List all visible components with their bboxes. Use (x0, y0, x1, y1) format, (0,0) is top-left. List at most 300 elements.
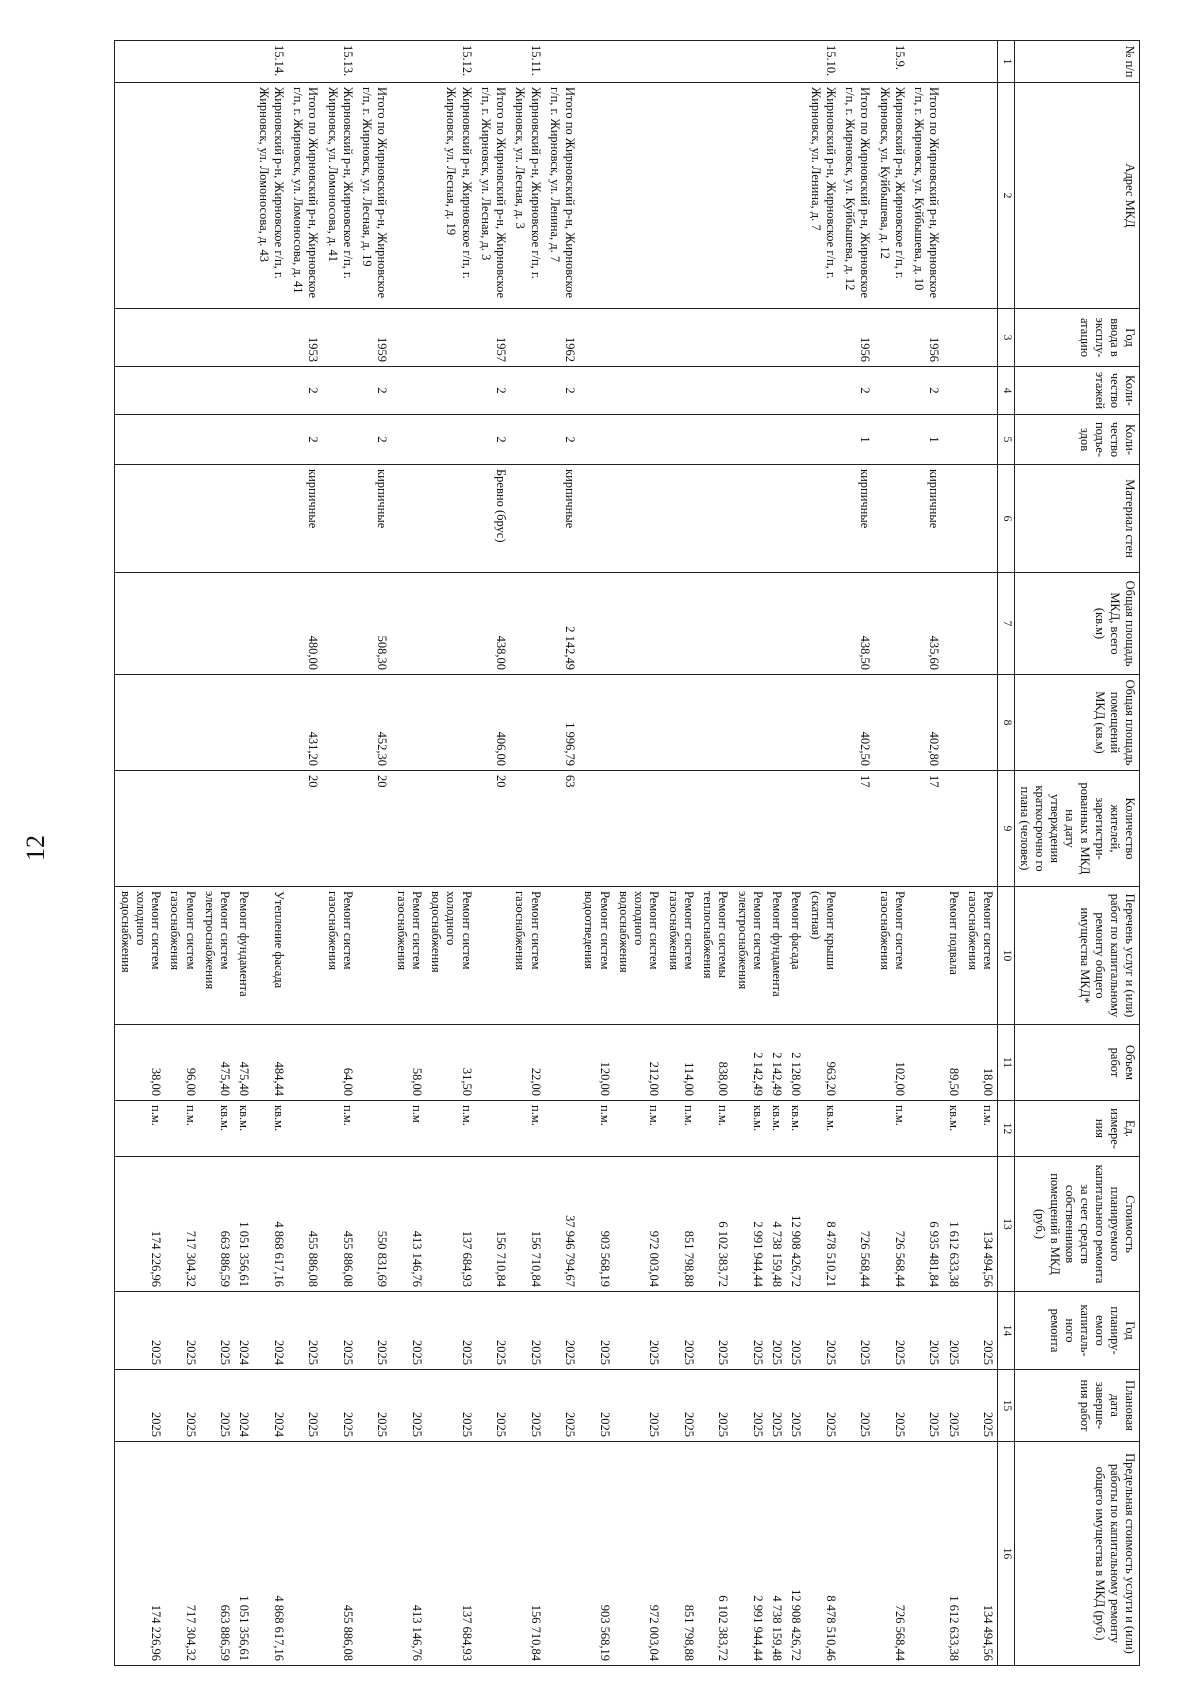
area-total-cell: 508,30 (357, 573, 392, 675)
plan-year-cell: 2025 (426, 1292, 476, 1370)
work-cell: Ремонт систем электроснабжения (200, 887, 235, 1025)
end-year-cell: 2025 (322, 1370, 357, 1442)
area-rooms-cell: 402,80 (909, 675, 944, 771)
row-number: 15.14. (253, 41, 288, 83)
area-total-cell (786, 573, 805, 675)
cost-cell: 663 886,59 (200, 1157, 235, 1292)
material-cell (805, 465, 840, 573)
end-year-cell: 2025 (909, 1370, 944, 1442)
year-cell (943, 309, 962, 367)
col-number: 14 (998, 1292, 1015, 1370)
work-cell: Ремонт фасада (786, 887, 805, 1025)
limit-cost-cell: 12 908 426,72 (786, 1442, 805, 1666)
plan-year-cell: 2025 (391, 1292, 426, 1370)
area-rooms-cell (322, 675, 357, 771)
year-cell (663, 309, 698, 367)
end-year-cell: 2025 (874, 1370, 909, 1442)
work-cell: Ремонт крыши (скатная) (805, 887, 840, 1025)
col-number: 9 (998, 771, 1015, 887)
floors-cell (663, 367, 698, 415)
area-total-cell (874, 573, 909, 675)
row-number (234, 41, 253, 83)
end-year-cell: 2024 (234, 1370, 253, 1442)
end-year-cell: 2025 (200, 1370, 235, 1442)
address-cell (943, 83, 962, 309)
area-total-cell (963, 573, 998, 675)
area-total-cell (698, 573, 733, 675)
col-number: 6 (998, 465, 1015, 573)
area-total-cell (200, 573, 235, 675)
limit-cost-cell: 663 886,59 (200, 1442, 235, 1666)
end-year-cell: 2025 (732, 1370, 767, 1442)
end-year-cell: 2025 (614, 1370, 664, 1442)
material-cell: кирпичные (357, 465, 392, 573)
work-cell: Ремонт систем газоснабжения (874, 887, 909, 1025)
table-row (663, 41, 698, 1666)
year-cell: 1957 (476, 309, 511, 367)
limit-cost-cell: 4 738 159,48 (767, 1442, 786, 1666)
unit-cell (288, 1101, 323, 1157)
volume-cell: 838,00 (698, 1025, 733, 1101)
row-number (165, 41, 200, 83)
unit-cell: п.м. (165, 1101, 200, 1157)
entrances-cell (698, 415, 733, 465)
header-address: Адрес МКД (1015, 83, 1140, 309)
header-year: Год ввода в эксплу-атацию (1015, 309, 1140, 367)
table-row (391, 41, 426, 1666)
table-row (357, 41, 392, 1666)
address-cell: Итого по Жирновский р-н, Жирновское г/п, г. Жирновск, ул. Ломоносова, д. 41 (288, 83, 323, 309)
area-rooms-cell (165, 675, 200, 771)
address-cell: Жирновский р-н, Жирновское г/п, г. Жирновск, ул. Лесная, д. 3 (510, 83, 545, 309)
year-cell (732, 309, 767, 367)
volume-cell: 963,20 (805, 1025, 840, 1101)
header-end-year: Плановая дата заверше-ния работ (1015, 1370, 1140, 1442)
area-rooms-cell (253, 675, 288, 771)
unit-cell (357, 1101, 392, 1157)
row-number (200, 41, 235, 83)
repair-plan-table (114, 40, 1140, 1666)
address-cell (732, 83, 767, 309)
year-cell (510, 309, 545, 367)
entrances-cell (943, 415, 962, 465)
area-rooms-cell (874, 675, 909, 771)
volume-cell (840, 1025, 875, 1101)
residents-cell (115, 771, 165, 887)
area-rooms-cell: 402,50 (840, 675, 875, 771)
material-cell (234, 465, 253, 573)
cost-cell: 550 831,69 (357, 1157, 392, 1292)
address-cell: Итого по Жирновский р-н, Жирновское г/п, г. Жирновск, ул. Куйбышева, д. 12 (840, 83, 875, 309)
limit-cost-cell: 1 051 356,61 (234, 1442, 253, 1666)
area-total-cell (510, 573, 545, 675)
year-cell (391, 309, 426, 367)
work-cell: Ремонт систем электроснабжения (732, 887, 767, 1025)
plan-year-cell: 2025 (115, 1292, 165, 1370)
table-row (909, 41, 944, 1666)
cost-cell: 156 710,84 (510, 1157, 545, 1292)
col-number: 4 (998, 367, 1015, 415)
cost-cell: 137 684,93 (426, 1157, 476, 1292)
plan-year-cell: 2025 (510, 1292, 545, 1370)
area-rooms-cell (732, 675, 767, 771)
end-year-cell: 2025 (510, 1370, 545, 1442)
residents-cell (234, 771, 253, 887)
cost-cell: 1 051 356,61 (234, 1157, 253, 1292)
work-cell: Ремонт систем газоснабжения (165, 887, 200, 1025)
end-year-cell: 2025 (698, 1370, 733, 1442)
year-cell (426, 309, 476, 367)
work-cell (476, 887, 511, 1025)
entrances-cell (165, 415, 200, 465)
area-total-cell (943, 573, 962, 675)
residents-cell: 63 (545, 771, 580, 887)
residents-cell (663, 771, 698, 887)
year-cell (165, 309, 200, 367)
work-cell: Ремонт систем холодного водоснабжения (115, 887, 165, 1025)
year-cell (805, 309, 840, 367)
floors-cell (943, 367, 962, 415)
work-cell: Ремонт фундамента (234, 887, 253, 1025)
entrances-cell (200, 415, 235, 465)
row-number (663, 41, 698, 83)
page-number: 12 (21, 835, 50, 861)
area-total-cell (391, 573, 426, 675)
end-year-cell: 2025 (663, 1370, 698, 1442)
row-number (391, 41, 426, 83)
area-rooms-cell (200, 675, 235, 771)
volume-cell (357, 1025, 392, 1101)
col-number: 3 (998, 309, 1015, 367)
end-year-cell: 2025 (545, 1370, 580, 1442)
limit-cost-cell: 6 102 383,72 (698, 1442, 733, 1666)
header-unit: Ед. измере-ния (1015, 1101, 1140, 1157)
work-cell (545, 887, 580, 1025)
entrances-cell (253, 415, 288, 465)
area-rooms-cell (963, 675, 998, 771)
plan-year-cell: 2025 (840, 1292, 875, 1370)
unit-cell (909, 1101, 944, 1157)
material-cell: кирпичные (909, 465, 944, 573)
row-number (786, 41, 805, 83)
col-number: 7 (998, 573, 1015, 675)
floors-cell: 2 (909, 367, 944, 415)
cost-cell: 156 710,84 (476, 1157, 511, 1292)
residents-cell (767, 771, 786, 887)
limit-cost-cell: 134 494,56 (963, 1442, 998, 1666)
residents-cell (391, 771, 426, 887)
limit-cost-cell (545, 1442, 580, 1666)
volume-cell: 114,00 (663, 1025, 698, 1101)
unit-cell: кв.м. (786, 1101, 805, 1157)
cost-cell: 4 868 617,16 (253, 1157, 288, 1292)
entrances-cell (786, 415, 805, 465)
area-total-cell: 438,00 (476, 573, 511, 675)
residents-cell: 20 (476, 771, 511, 887)
area-rooms-cell (115, 675, 165, 771)
table-row (288, 41, 323, 1666)
residents-cell (510, 771, 545, 887)
residents-cell (874, 771, 909, 887)
entrances-cell (115, 415, 165, 465)
entrances-cell: 1 (909, 415, 944, 465)
material-cell (579, 465, 614, 573)
entrances-cell (963, 415, 998, 465)
area-rooms-cell: 1 996,79 (545, 675, 580, 771)
volume-cell: 38,00 (115, 1025, 165, 1101)
unit-cell: кв.м. (253, 1101, 288, 1157)
row-number: 15.9. (874, 41, 909, 83)
volume-cell: 64,00 (322, 1025, 357, 1101)
limit-cost-cell (357, 1442, 392, 1666)
limit-cost-cell: 137 684,93 (426, 1442, 476, 1666)
volume-cell: 212,00 (614, 1025, 664, 1101)
end-year-cell: 2025 (357, 1370, 392, 1442)
entrances-cell (234, 415, 253, 465)
floors-cell (165, 367, 200, 415)
material-cell: кирпичные (545, 465, 580, 573)
year-cell (786, 309, 805, 367)
unit-cell: кв.м. (805, 1101, 840, 1157)
row-number (476, 41, 511, 83)
plan-year-cell: 2025 (288, 1292, 323, 1370)
volume-cell: 31,50 (426, 1025, 476, 1101)
row-number (732, 41, 767, 83)
year-cell (115, 309, 165, 367)
unit-cell: кв.м. (767, 1101, 786, 1157)
area-rooms-cell (698, 675, 733, 771)
end-year-cell: 2025 (115, 1370, 165, 1442)
entrances-cell (614, 415, 664, 465)
limit-cost-cell (288, 1442, 323, 1666)
area-total-cell: 438,50 (840, 573, 875, 675)
cost-cell: 12 908 426,72 (786, 1157, 805, 1292)
floors-cell (426, 367, 476, 415)
floors-cell (391, 367, 426, 415)
cost-cell: 726 568,44 (840, 1157, 875, 1292)
limit-cost-cell: 2 991 944,44 (732, 1442, 767, 1666)
residents-cell (426, 771, 476, 887)
address-cell (698, 83, 733, 309)
material-cell (200, 465, 235, 573)
row-number (614, 41, 664, 83)
entrances-cell: 2 (288, 415, 323, 465)
unit-cell: п.м. (698, 1101, 733, 1157)
cost-cell: 903 568,19 (579, 1157, 614, 1292)
row-number: 15.10. (805, 41, 840, 83)
volume-cell: 102,00 (874, 1025, 909, 1101)
plan-year-cell: 2025 (322, 1292, 357, 1370)
floors-cell (200, 367, 235, 415)
material-cell (943, 465, 962, 573)
header-volume: Объем работ (1015, 1025, 1140, 1101)
cost-cell: 134 494,56 (963, 1157, 998, 1292)
plan-year-cell: 2025 (614, 1292, 664, 1370)
row-number (698, 41, 733, 83)
address-cell: Жирновский р-н, Жирновское г/п, г. Жирновск, ул. Ломоносова, д. 43 (253, 83, 288, 309)
end-year-cell: 2025 (786, 1370, 805, 1442)
floors-cell (698, 367, 733, 415)
row-number (840, 41, 875, 83)
area-total-cell (614, 573, 664, 675)
plan-year-cell: 2025 (767, 1292, 786, 1370)
row-number (357, 41, 392, 83)
col-number: 16 (998, 1442, 1015, 1666)
year-cell: 1962 (545, 309, 580, 367)
volume-cell (288, 1025, 323, 1101)
volume-cell: 475,40 (234, 1025, 253, 1101)
plan-year-cell: 2025 (357, 1292, 392, 1370)
header-floors: Коли-чество этажей (1015, 367, 1140, 415)
residents-cell: 20 (357, 771, 392, 887)
area-rooms-cell (663, 675, 698, 771)
row-number: 15.13. (322, 41, 357, 83)
material-cell (963, 465, 998, 573)
address-cell (663, 83, 698, 309)
unit-cell: п.м. (963, 1101, 998, 1157)
residents-cell (786, 771, 805, 887)
end-year-cell: 2025 (963, 1370, 998, 1442)
residents-cell (322, 771, 357, 887)
year-cell (200, 309, 235, 367)
end-year-cell: 2025 (805, 1370, 840, 1442)
entrances-cell (579, 415, 614, 465)
residents-cell (165, 771, 200, 887)
address-cell: Итого по Жирновский р-н, Жирновское г/п, г. Жирновск, ул. Лесная, д. 19 (357, 83, 392, 309)
floors-cell (963, 367, 998, 415)
table-row (943, 41, 962, 1666)
material-cell (426, 465, 476, 573)
residents-cell (614, 771, 664, 887)
material-cell (322, 465, 357, 573)
work-cell: Ремонт фундамента (767, 887, 786, 1025)
floors-cell: 2 (840, 367, 875, 415)
end-year-cell: 2025 (943, 1370, 962, 1442)
volume-cell (545, 1025, 580, 1101)
table-row (963, 41, 998, 1666)
area-rooms-cell (805, 675, 840, 771)
area-total-cell (253, 573, 288, 675)
year-cell (614, 309, 664, 367)
table-row (165, 41, 200, 1666)
row-number (115, 41, 165, 83)
unit-cell: кв.м. (943, 1101, 962, 1157)
row-number (579, 41, 614, 83)
row-number (288, 41, 323, 83)
table-row (545, 41, 580, 1666)
header-cost: Стоимость планируемого капитального ремонта за счет средств собственников помещений в МКД (руб.) (1015, 1157, 1140, 1292)
cost-cell: 6 102 383,72 (698, 1157, 733, 1292)
table-row (874, 41, 909, 1666)
year-cell: 1953 (288, 309, 323, 367)
area-total-cell (322, 573, 357, 675)
address-cell: Итого по Жирновский р-н, Жирновское г/п, г. Жирновск, ул. Лесная, д. 3 (476, 83, 511, 309)
work-cell: Ремонт систем водоотведения (579, 887, 614, 1025)
header-limit-cost: Предельная стоимость услуги и (или) работы по капитальному ремонту общего имущества в МКД (руб.) (1015, 1442, 1140, 1666)
end-year-cell: 2025 (288, 1370, 323, 1442)
header-entrances: Коли-чество подъе-здов (1015, 415, 1140, 465)
cost-cell: 455 886,08 (288, 1157, 323, 1292)
address-cell (963, 83, 998, 309)
row-number: 15.11. (510, 41, 545, 83)
volume-cell: 18,00 (963, 1025, 998, 1101)
material-cell (698, 465, 733, 573)
residents-cell (698, 771, 733, 887)
plan-year-cell: 2025 (200, 1292, 235, 1370)
residents-cell (579, 771, 614, 887)
cost-cell: 726 568,44 (874, 1157, 909, 1292)
floors-cell (510, 367, 545, 415)
limit-cost-cell (476, 1442, 511, 1666)
work-cell: Ремонт систем холодного водоснабжения (426, 887, 476, 1025)
header-work: Перечень услуг и (или) работ по капитальному ремонту общего имущества МКД* (1015, 887, 1140, 1025)
material-cell (786, 465, 805, 573)
limit-cost-cell: 1 612 633,38 (943, 1442, 962, 1666)
table-row (732, 41, 767, 1666)
volume-cell: 96,00 (165, 1025, 200, 1101)
work-cell (840, 887, 875, 1025)
volume-cell: 2 142,49 (767, 1025, 786, 1101)
limit-cost-cell (840, 1442, 875, 1666)
year-cell (322, 309, 357, 367)
unit-cell (476, 1101, 511, 1157)
table-row (805, 41, 840, 1666)
table-row (510, 41, 545, 1666)
row-number (767, 41, 786, 83)
volume-cell (909, 1025, 944, 1101)
volume-cell: 475,40 (200, 1025, 235, 1101)
unit-cell: п.м (391, 1101, 426, 1157)
cost-cell: 413 146,76 (391, 1157, 426, 1292)
address-cell (165, 83, 200, 309)
table-row (614, 41, 664, 1666)
col-number: 10 (998, 887, 1015, 1025)
work-cell (909, 887, 944, 1025)
address-cell (234, 83, 253, 309)
area-total-cell: 435,60 (909, 573, 944, 675)
cost-cell: 37 946 794,67 (545, 1157, 580, 1292)
limit-cost-cell: 174 226,96 (115, 1442, 165, 1666)
limit-cost-cell: 4 868 617,16 (253, 1442, 288, 1666)
cost-cell: 8 478 510,21 (805, 1157, 840, 1292)
work-cell: Ремонт систем газоснабжения (663, 887, 698, 1025)
material-cell (614, 465, 664, 573)
address-cell (614, 83, 664, 309)
volume-cell: 22,00 (510, 1025, 545, 1101)
end-year-cell: 2024 (253, 1370, 288, 1442)
cost-cell: 717 304,32 (165, 1157, 200, 1292)
material-cell (253, 465, 288, 573)
material-cell (510, 465, 545, 573)
area-total-cell (663, 573, 698, 675)
plan-year-cell: 2025 (698, 1292, 733, 1370)
table-row (840, 41, 875, 1666)
unit-cell: п.м. (510, 1101, 545, 1157)
area-total-cell (579, 573, 614, 675)
residents-cell (805, 771, 840, 887)
table-row (200, 41, 235, 1666)
residents-cell (200, 771, 235, 887)
entrances-cell: 2 (357, 415, 392, 465)
unit-cell (840, 1101, 875, 1157)
table-row (476, 41, 511, 1666)
area-rooms-cell: 406,00 (476, 675, 511, 771)
col-number: 12 (998, 1101, 1015, 1157)
area-rooms-cell (614, 675, 664, 771)
address-cell (391, 83, 426, 309)
entrances-cell (663, 415, 698, 465)
rotated-page (60, 40, 1140, 1665)
